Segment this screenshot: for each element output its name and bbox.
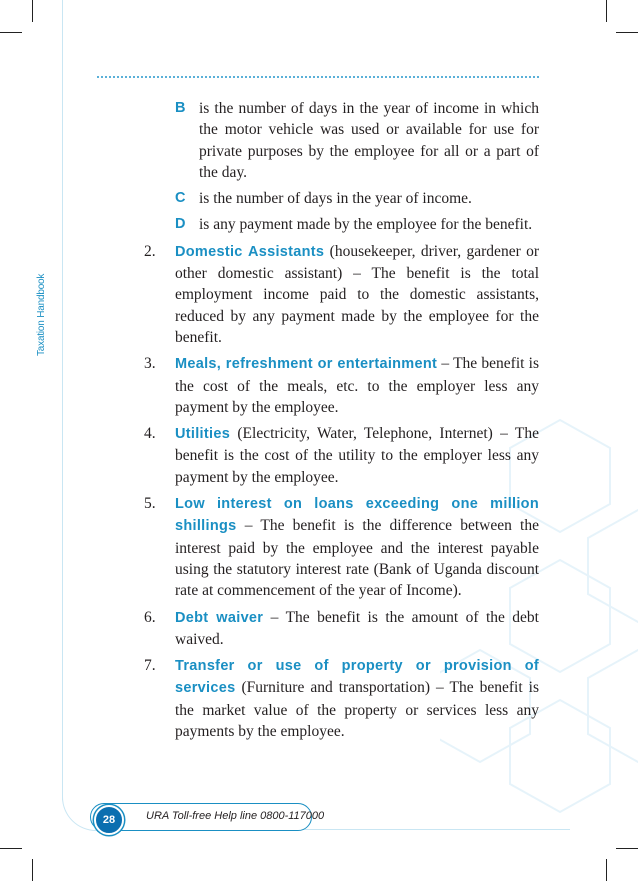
variable-key: C	[175, 190, 186, 207]
crop-mark	[606, 859, 607, 881]
variable-text: is the number of days in the year of income.	[199, 190, 472, 208]
item-number: 6.	[144, 608, 156, 626]
item-heading: Low interest on loans exceeding one million shillings	[175, 496, 539, 535]
header-dotted-rule	[97, 76, 539, 78]
variable-definition	[175, 188, 539, 209]
item-text: (Electricity, Water, Telephone, Internet) – The benefit is the cost of the utility to the employer less any payment by the employee.	[175, 425, 539, 486]
helpline-text: URA Toll-free Help line 0800-117000	[146, 810, 325, 822]
page-footer	[90, 803, 325, 833]
list-item	[144, 241, 539, 348]
item-heading: Debt waiver	[175, 609, 264, 626]
item-heading: Utilities	[175, 426, 231, 443]
variable-text: is any payment made by the employee for the benefit.	[199, 216, 533, 234]
item-number: 5.	[144, 495, 156, 513]
crop-mark	[606, 0, 607, 22]
page-number: 28	[94, 805, 124, 835]
sidebar-band-line	[62, 0, 63, 800]
variable-text: is the number of days in the year of income in which the motor vehicle was used or available for use for private purposes by the employee for all or a part of the day.	[199, 100, 539, 181]
item-text: – The benefit is the amount of the debt waived.	[175, 608, 539, 648]
variable-definition	[175, 98, 539, 183]
item-heading: Meals, refreshment or entertainment	[175, 356, 438, 373]
crop-mark	[32, 0, 33, 22]
variable-definition	[175, 214, 539, 235]
crop-mark	[0, 32, 22, 33]
item-number: 2.	[144, 242, 156, 260]
crop-mark	[32, 859, 33, 881]
item-body	[175, 493, 539, 601]
list-item	[144, 493, 539, 601]
crop-mark	[616, 32, 638, 33]
item-body	[175, 423, 539, 488]
page-content	[144, 98, 539, 747]
item-text: – The benefit is the difference between the interest paid by the employee and the interest payable using the statutory interest rate (Bank of Uganda discount rate at commencement of the year of Income).	[175, 517, 539, 600]
crop-mark	[0, 848, 22, 849]
list-item	[144, 655, 539, 742]
item-number: 3.	[144, 355, 156, 373]
item-text: (Furniture and transportation) – The benefit is the market value of the property or services less any payments by the employee.	[175, 679, 539, 741]
item-number: 7.	[144, 657, 156, 675]
item-text: – The benefit is the cost of the meals, etc. to the employer less any payment by the employee.	[175, 355, 539, 416]
crop-mark	[616, 848, 638, 849]
item-body	[175, 655, 539, 742]
item-heading: Domestic Assistants	[175, 243, 325, 260]
item-body	[175, 607, 539, 651]
item-text: (housekeeper, driver, gardener or other domestic assistant) – The benefit is the total employment income paid to the domestic assistants, reduced by any payment made by the employee for the benefit.	[175, 242, 539, 346]
variable-key: D	[175, 216, 186, 233]
list-item	[144, 353, 539, 418]
item-body	[175, 241, 539, 348]
variable-key: B	[175, 100, 186, 116]
item-body	[175, 353, 539, 418]
item-number: 4.	[144, 425, 156, 443]
item-heading: Transfer or use of property or provision of services	[175, 658, 539, 697]
list-item	[144, 423, 539, 488]
list-item	[144, 607, 539, 651]
sidebar-title: Taxation Handbook	[36, 273, 47, 356]
